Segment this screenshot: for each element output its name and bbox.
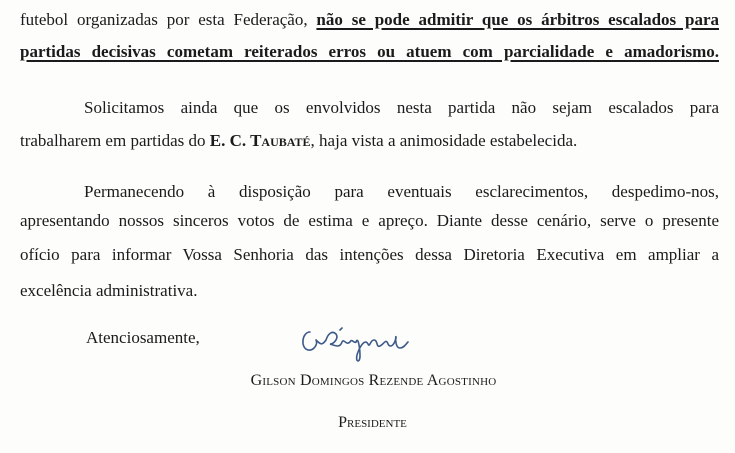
paragraph-2-text-before: trabalharem em partidas do (20, 131, 210, 150)
club-name: E. C. Taubaté (209, 131, 311, 150)
handwritten-signature (296, 318, 416, 366)
paragraph-1-plain-text: futebol organizadas por esta Federação, (20, 10, 317, 29)
closing-salutation: Atenciosamente, (86, 328, 200, 347)
paragraph-3-line-4: excelência administrativa. (20, 281, 198, 300)
paragraph-1-line-2 (20, 41, 719, 63)
paragraph-2-line-1: Solicitamos ainda que os envolvidos nesta partida não sejam escalados para (84, 98, 719, 117)
paragraph-3-line-2: apresentando nossos sinceros votos de estima e apreço. Diante desse cenário, serve o presente (20, 211, 719, 230)
paragraph-3-line-1: Permanecendo à disposição para eventuais esclarecimentos, despedimo-nos, (84, 182, 719, 201)
paragraph-3-line-3: ofício para informar Vossa Senhoria das intenções dessa Diretoria Executiva em ampliar a (20, 245, 719, 264)
paragraph-1-emphasis-text: não se pode admitir que os árbitros escalados para (316, 10, 719, 29)
paragraph-2-line-2 (20, 130, 719, 152)
paragraph-2-text-after: , haja vista a animosidade estabelecida. (310, 131, 578, 150)
paragraph-1-line-1 (20, 9, 719, 31)
signer-name: Gilson Domingos Rezende Agostinho (250, 372, 497, 389)
paragraph-1-emphasis-text-2: partidas decisivas cometam reiterados erros ou atuem com parcialidade e amadorismo. (20, 42, 719, 61)
signer-title: Presidente (338, 414, 407, 431)
